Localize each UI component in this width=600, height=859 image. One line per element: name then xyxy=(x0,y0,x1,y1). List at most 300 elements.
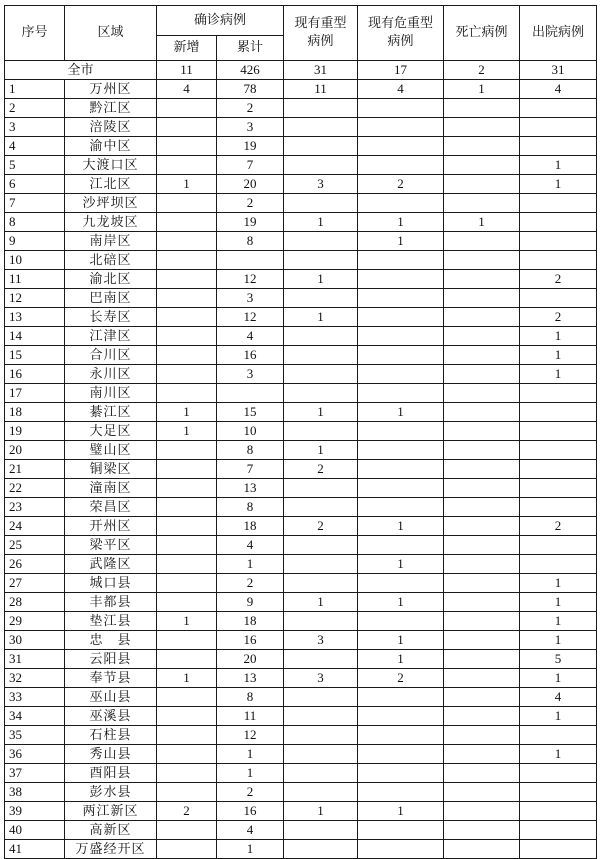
cell-seq: 41 xyxy=(5,840,65,859)
table-row xyxy=(5,840,597,859)
cell-deaths xyxy=(444,764,520,783)
cell-severe xyxy=(284,365,358,384)
cell-cumulative: 4 xyxy=(217,536,284,555)
cell-severe xyxy=(284,498,358,517)
cell-new xyxy=(157,194,217,213)
cell-severe: 1 xyxy=(284,270,358,289)
cell-region: 铜梁区 xyxy=(65,460,157,479)
cell-critical xyxy=(358,118,444,137)
cell-region: 巫山县 xyxy=(65,688,157,707)
cell-cumulative: 1 xyxy=(217,840,284,859)
cell-critical xyxy=(358,574,444,593)
cell-region: 永川区 xyxy=(65,365,157,384)
cell-cumulative: 18 xyxy=(217,517,284,536)
cell-critical xyxy=(358,137,444,156)
cell-seq: 12 xyxy=(5,289,65,308)
table-row xyxy=(5,460,597,479)
cell-critical xyxy=(358,308,444,327)
cell-region: 江北区 xyxy=(65,175,157,194)
cell-severe xyxy=(284,840,358,859)
cell-region: 万州区 xyxy=(65,80,157,99)
cell-deaths xyxy=(444,555,520,574)
cell-seq: 40 xyxy=(5,821,65,840)
cell-cumulative: 13 xyxy=(217,479,284,498)
cell-region: 高新区 xyxy=(65,821,157,840)
table-row xyxy=(5,422,597,441)
table-row xyxy=(5,593,597,612)
cell-region: 涪陵区 xyxy=(65,118,157,137)
cell-seq: 2 xyxy=(5,99,65,118)
cell-seq: 18 xyxy=(5,403,65,422)
cell-discharged xyxy=(520,821,597,840)
cell-seq: 13 xyxy=(5,308,65,327)
cell-discharged xyxy=(520,536,597,555)
table-row xyxy=(5,745,597,764)
cell-severe: 1 xyxy=(284,403,358,422)
cell-cumulative: 8 xyxy=(217,232,284,251)
cell-region: 南岸区 xyxy=(65,232,157,251)
cell-region: 云阳县 xyxy=(65,650,157,669)
cell-cumulative: 10 xyxy=(217,422,284,441)
cell-discharged xyxy=(520,840,597,859)
cell-cumulative: 4 xyxy=(217,327,284,346)
table-body xyxy=(5,61,597,859)
cell-severe: 1 xyxy=(284,593,358,612)
cell-seq: 37 xyxy=(5,764,65,783)
cell-region: 忠 县 xyxy=(65,631,157,650)
cell-cumulative: 11 xyxy=(217,707,284,726)
cell-discharged: 2 xyxy=(520,270,597,289)
table-row xyxy=(5,669,597,688)
cell-severe: 3 xyxy=(284,669,358,688)
cell-seq: 20 xyxy=(5,441,65,460)
cell-seq: 14 xyxy=(5,327,65,346)
table-row xyxy=(5,213,597,232)
cell-severe: 2 xyxy=(284,517,358,536)
cell-seq: 10 xyxy=(5,251,65,270)
cell-severe xyxy=(284,726,358,745)
cell-new xyxy=(157,327,217,346)
cell-critical xyxy=(358,99,444,118)
cell-region: 秀山县 xyxy=(65,745,157,764)
cell-critical: 2 xyxy=(358,175,444,194)
cell-critical xyxy=(358,783,444,802)
cell-new xyxy=(157,479,217,498)
table-row xyxy=(5,536,597,555)
cell-new xyxy=(157,764,217,783)
cell-discharged: 1 xyxy=(520,156,597,175)
cell-deaths xyxy=(444,821,520,840)
cell-region: 北碚区 xyxy=(65,251,157,270)
cell-deaths xyxy=(444,289,520,308)
cell-cumulative: 12 xyxy=(217,270,284,289)
cell-cumulative: 12 xyxy=(217,726,284,745)
table-row xyxy=(5,175,597,194)
cell-deaths xyxy=(444,441,520,460)
cell-seq: 8 xyxy=(5,213,65,232)
cell-new xyxy=(157,840,217,859)
cell-cumulative: 16 xyxy=(217,802,284,821)
cell-critical: 1 xyxy=(358,232,444,251)
cell-discharged xyxy=(520,555,597,574)
cell-critical xyxy=(358,707,444,726)
cell-seq: 32 xyxy=(5,669,65,688)
cell-region: 巴南区 xyxy=(65,289,157,308)
cell-new: 1 xyxy=(157,669,217,688)
case-statistics-table xyxy=(4,5,597,859)
cell-critical xyxy=(358,479,444,498)
cell-deaths xyxy=(444,574,520,593)
cell-critical: 1 xyxy=(358,213,444,232)
header-severe xyxy=(284,6,358,61)
cell-severe xyxy=(284,289,358,308)
cell-deaths xyxy=(444,840,520,859)
cell-critical: 1 xyxy=(358,403,444,422)
cell-new: 1 xyxy=(157,175,217,194)
cell-critical xyxy=(358,327,444,346)
cell-critical xyxy=(358,384,444,403)
cell-new xyxy=(157,289,217,308)
cell-cumulative: 78 xyxy=(217,80,284,99)
cell-deaths xyxy=(444,422,520,441)
total-severe: 31 xyxy=(284,61,358,80)
table-row xyxy=(5,346,597,365)
cell-deaths xyxy=(444,783,520,802)
cell-new xyxy=(157,365,217,384)
cell-new xyxy=(157,251,217,270)
table-row xyxy=(5,764,597,783)
cell-discharged xyxy=(520,460,597,479)
cell-new xyxy=(157,650,217,669)
cell-new xyxy=(157,99,217,118)
cell-region: 渝中区 xyxy=(65,137,157,156)
cell-critical xyxy=(358,422,444,441)
cell-seq: 29 xyxy=(5,612,65,631)
cell-severe xyxy=(284,327,358,346)
cell-region: 彭水县 xyxy=(65,783,157,802)
cell-cumulative: 3 xyxy=(217,289,284,308)
table-row xyxy=(5,479,597,498)
cell-region: 荣昌区 xyxy=(65,498,157,517)
cell-critical xyxy=(358,270,444,289)
cell-severe: 1 xyxy=(284,802,358,821)
cell-severe xyxy=(284,783,358,802)
cell-seq: 39 xyxy=(5,802,65,821)
cell-new xyxy=(157,384,217,403)
cell-discharged xyxy=(520,783,597,802)
cell-critical: 1 xyxy=(358,517,444,536)
header-critical xyxy=(358,6,444,61)
cell-severe xyxy=(284,764,358,783)
cell-deaths xyxy=(444,251,520,270)
cell-new xyxy=(157,460,217,479)
header-critical-line2: 病例 xyxy=(387,34,414,49)
cell-deaths xyxy=(444,536,520,555)
table-row xyxy=(5,574,597,593)
cell-severe xyxy=(284,650,358,669)
header-deaths: 死亡病例 xyxy=(444,6,520,61)
total-cumulative: 426 xyxy=(217,61,284,80)
header-confirmed: 确诊病例 xyxy=(157,6,284,36)
cell-discharged: 1 xyxy=(520,327,597,346)
cell-new xyxy=(157,593,217,612)
total-critical: 17 xyxy=(358,61,444,80)
cell-deaths xyxy=(444,517,520,536)
cell-discharged xyxy=(520,289,597,308)
cell-severe xyxy=(284,536,358,555)
cell-cumulative: 20 xyxy=(217,175,284,194)
cell-deaths xyxy=(444,99,520,118)
cell-region: 九龙坡区 xyxy=(65,213,157,232)
cell-cumulative: 9 xyxy=(217,593,284,612)
cell-seq: 35 xyxy=(5,726,65,745)
cell-seq: 15 xyxy=(5,346,65,365)
table-row xyxy=(5,156,597,175)
table-row xyxy=(5,650,597,669)
cell-discharged xyxy=(520,726,597,745)
cell-critical xyxy=(358,745,444,764)
cell-seq: 19 xyxy=(5,422,65,441)
cell-region: 开州区 xyxy=(65,517,157,536)
cell-cumulative: 7 xyxy=(217,156,284,175)
cell-critical xyxy=(358,194,444,213)
cell-seq: 30 xyxy=(5,631,65,650)
cell-discharged: 1 xyxy=(520,745,597,764)
cell-cumulative xyxy=(217,251,284,270)
cell-region: 合川区 xyxy=(65,346,157,365)
header-discharged: 出院病例 xyxy=(520,6,597,61)
cell-critical xyxy=(358,441,444,460)
cell-cumulative: 2 xyxy=(217,574,284,593)
cell-region: 城口县 xyxy=(65,574,157,593)
cell-seq: 4 xyxy=(5,137,65,156)
cell-new xyxy=(157,707,217,726)
cell-discharged xyxy=(520,479,597,498)
cell-new xyxy=(157,232,217,251)
cell-seq: 23 xyxy=(5,498,65,517)
cell-critical xyxy=(358,251,444,270)
cell-critical xyxy=(358,365,444,384)
cell-new: 1 xyxy=(157,403,217,422)
cell-seq: 6 xyxy=(5,175,65,194)
cell-region: 大渡口区 xyxy=(65,156,157,175)
cell-critical xyxy=(358,821,444,840)
cell-severe: 3 xyxy=(284,175,358,194)
cell-seq: 5 xyxy=(5,156,65,175)
cell-critical xyxy=(358,460,444,479)
cell-new: 2 xyxy=(157,802,217,821)
cell-critical xyxy=(358,346,444,365)
cell-new xyxy=(157,213,217,232)
cell-region: 江津区 xyxy=(65,327,157,346)
cell-discharged xyxy=(520,441,597,460)
table-row xyxy=(5,365,597,384)
cell-region: 沙坪坝区 xyxy=(65,194,157,213)
cell-discharged: 1 xyxy=(520,707,597,726)
cell-discharged xyxy=(520,213,597,232)
cell-severe xyxy=(284,156,358,175)
total-label: 全市 xyxy=(5,61,157,80)
table-row xyxy=(5,631,597,650)
cell-deaths xyxy=(444,194,520,213)
cell-cumulative: 20 xyxy=(217,650,284,669)
cell-new xyxy=(157,346,217,365)
cell-deaths xyxy=(444,479,520,498)
table-row xyxy=(5,498,597,517)
cell-severe: 1 xyxy=(284,308,358,327)
cell-deaths xyxy=(444,688,520,707)
cell-cumulative: 2 xyxy=(217,783,284,802)
table-row xyxy=(5,441,597,460)
cell-cumulative: 16 xyxy=(217,346,284,365)
cell-seq: 24 xyxy=(5,517,65,536)
cell-deaths xyxy=(444,156,520,175)
cell-seq: 22 xyxy=(5,479,65,498)
cell-seq: 17 xyxy=(5,384,65,403)
table-row xyxy=(5,403,597,422)
cell-cumulative: 8 xyxy=(217,688,284,707)
cell-seq: 26 xyxy=(5,555,65,574)
cell-critical xyxy=(358,498,444,517)
cell-discharged xyxy=(520,118,597,137)
cell-deaths xyxy=(444,327,520,346)
table-row xyxy=(5,289,597,308)
total-deaths: 2 xyxy=(444,61,520,80)
cell-deaths: 1 xyxy=(444,80,520,99)
cell-cumulative: 13 xyxy=(217,669,284,688)
cell-region: 丰都县 xyxy=(65,593,157,612)
table-row xyxy=(5,251,597,270)
total-discharged: 31 xyxy=(520,61,597,80)
cell-cumulative: 3 xyxy=(217,365,284,384)
cell-seq: 33 xyxy=(5,688,65,707)
cell-discharged: 1 xyxy=(520,612,597,631)
cell-discharged xyxy=(520,232,597,251)
cell-critical xyxy=(358,156,444,175)
cell-deaths xyxy=(444,745,520,764)
cell-region: 黔江区 xyxy=(65,99,157,118)
cell-cumulative: 15 xyxy=(217,403,284,422)
cell-discharged: 1 xyxy=(520,574,597,593)
cell-region: 南川区 xyxy=(65,384,157,403)
cell-cumulative: 1 xyxy=(217,764,284,783)
cell-critical: 1 xyxy=(358,555,444,574)
cell-cumulative: 18 xyxy=(217,612,284,631)
table-row xyxy=(5,707,597,726)
cell-region: 两江新区 xyxy=(65,802,157,821)
cell-deaths xyxy=(444,650,520,669)
cell-region: 石柱县 xyxy=(65,726,157,745)
table-row xyxy=(5,327,597,346)
cell-severe xyxy=(284,612,358,631)
cell-deaths: 1 xyxy=(444,213,520,232)
table-row xyxy=(5,80,597,99)
cell-discharged: 5 xyxy=(520,650,597,669)
cell-deaths xyxy=(444,365,520,384)
cell-discharged: 1 xyxy=(520,631,597,650)
cell-discharged: 1 xyxy=(520,593,597,612)
cell-seq: 28 xyxy=(5,593,65,612)
cell-severe xyxy=(284,745,358,764)
cell-new xyxy=(157,688,217,707)
cell-deaths xyxy=(444,802,520,821)
cell-cumulative: 12 xyxy=(217,308,284,327)
cell-discharged: 4 xyxy=(520,80,597,99)
cell-deaths xyxy=(444,346,520,365)
cell-new xyxy=(157,156,217,175)
table-row xyxy=(5,612,597,631)
cell-cumulative: 2 xyxy=(217,194,284,213)
cell-seq: 36 xyxy=(5,745,65,764)
header-cumulative: 累计 xyxy=(217,36,284,61)
table-row xyxy=(5,517,597,536)
table-header xyxy=(5,6,597,61)
cell-region: 垫江县 xyxy=(65,612,157,631)
cell-new xyxy=(157,536,217,555)
cell-region: 酉阳县 xyxy=(65,764,157,783)
cell-seq: 3 xyxy=(5,118,65,137)
cell-seq: 34 xyxy=(5,707,65,726)
cell-critical: 1 xyxy=(358,631,444,650)
cell-critical xyxy=(358,612,444,631)
cell-critical: 2 xyxy=(358,669,444,688)
cell-discharged xyxy=(520,764,597,783)
cell-critical xyxy=(358,536,444,555)
cell-discharged: 4 xyxy=(520,688,597,707)
cell-severe: 3 xyxy=(284,631,358,650)
table-row xyxy=(5,821,597,840)
cell-new xyxy=(157,517,217,536)
cell-seq: 1 xyxy=(5,80,65,99)
cell-deaths xyxy=(444,612,520,631)
cell-critical: 1 xyxy=(358,802,444,821)
cell-severe xyxy=(284,574,358,593)
cell-critical: 1 xyxy=(358,593,444,612)
cell-seq: 16 xyxy=(5,365,65,384)
total-row xyxy=(5,61,597,80)
cell-discharged xyxy=(520,403,597,422)
cell-seq: 25 xyxy=(5,536,65,555)
table-row xyxy=(5,802,597,821)
cell-deaths xyxy=(444,460,520,479)
cell-cumulative: 2 xyxy=(217,99,284,118)
cell-deaths xyxy=(444,707,520,726)
table-row xyxy=(5,270,597,289)
cell-new xyxy=(157,118,217,137)
cell-seq: 11 xyxy=(5,270,65,289)
cell-severe xyxy=(284,384,358,403)
cell-severe xyxy=(284,346,358,365)
table-row xyxy=(5,688,597,707)
table-row xyxy=(5,137,597,156)
cell-critical: 1 xyxy=(358,650,444,669)
cell-cumulative: 1 xyxy=(217,555,284,574)
cell-cumulative: 19 xyxy=(217,137,284,156)
cell-region: 潼南区 xyxy=(65,479,157,498)
cell-cumulative: 7 xyxy=(217,460,284,479)
cell-deaths xyxy=(444,270,520,289)
cell-region: 武隆区 xyxy=(65,555,157,574)
cell-seq: 38 xyxy=(5,783,65,802)
cell-severe xyxy=(284,194,358,213)
cell-discharged xyxy=(520,194,597,213)
cell-discharged: 2 xyxy=(520,308,597,327)
table-row xyxy=(5,194,597,213)
cell-discharged xyxy=(520,99,597,118)
cell-critical: 4 xyxy=(358,80,444,99)
cell-deaths xyxy=(444,593,520,612)
cell-severe xyxy=(284,137,358,156)
